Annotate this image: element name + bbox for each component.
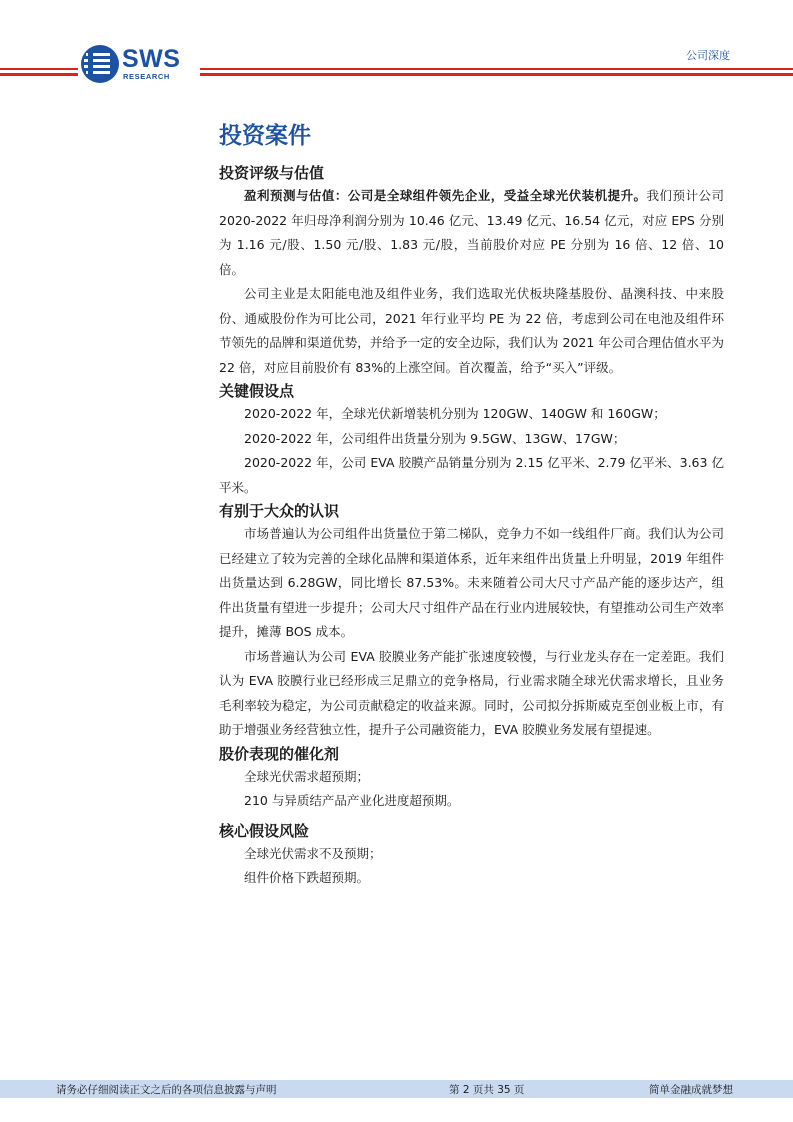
section-heading-assumptions: 关键假设点	[219, 382, 295, 400]
rating-paragraph-1	[219, 184, 724, 282]
rating-body-text: 我们预计公司 2020-2022 年归母净利润分别为 10.46 亿元、13.49 亿元、16.54 亿元，对应 EPS 分别为 1.16 元/股、1.50 元/股、1.83 元/股，当前股价对应 PE 分别为 16 倍、12 倍、10 倍。	[219, 188, 724, 277]
footer-slogan: 简单金融成就梦想	[649, 1084, 733, 1096]
rating-lead-text: 盈利预测与估值：公司是全球组件领先企业，受益全球光伏装机提升。	[244, 188, 647, 203]
assumption-item: 2020-2022 年，公司组件出货量分别为 9.5GW、13GW、17GW；	[244, 430, 626, 446]
page-indicator: 第 2 页共 35 页	[449, 1084, 525, 1096]
differentiation-paragraph-1: 市场普遍认为公司组件出货量位于第二梯队，竞争力不如一线组件厂商。我们认为公司已经建立了较为完善的全球化品牌和渠道体系，近年来组件出货量上升明显，2019 年组件出货量达到 6.28GW，同比增长 87.53%。未来随着公司大尺寸产品产能的逐步达产，组件出货量有望进一步提升；公司大尺寸组件产品在行业内进展较快，有望推动公司生产效率提升，摊薄 BOS 成本。	[219, 526, 724, 639]
main-content	[219, 120, 724, 891]
logo-subtext: RESEARCH	[123, 72, 170, 81]
page-title: 投资案件	[219, 123, 311, 149]
header-rule-right-bold	[200, 73, 793, 76]
logo-wordmark: SWS	[122, 45, 181, 73]
rating-paragraph-2: 公司主业是太阳能电池及组件业务，我们选取光伏板块隆基股份、晶澳科技、中来股份、通威股份作为可比公司，2021 年行业平均 PE 为 22 倍，考虑到公司在电池及组件环节领先的品牌和渠道优势，并给予一定的安全边际，我们认为 2021 年公司合理估值水平为 22 倍，对应目前股价有 83%的上涨空间。首次覆盖，给予“买入”评级。	[219, 286, 724, 375]
section-heading-risks: 核心假设风险	[219, 821, 310, 840]
section-heading-rating: 投资评级与估值	[219, 164, 325, 182]
differentiation-paragraph-2: 市场普遍认为公司 EVA 胶膜业务产能扩张速度较慢，与行业龙头存在一定差距。我们认为 EVA 胶膜行业已经形成三足鼎立的竞争格局，行业需求随全球光伏需求增长，且业务毛利率较为稳定，为公司贡献稳定的收益来源。同时，公司拟分拆斯威克至创业板上市，有助于增强业务经营独立性，提升子公司融资能力，EVA 胶膜业务发展有望提速。	[219, 648, 724, 737]
header-rule-right	[200, 68, 793, 70]
assumption-item: 2020-2022 年，公司 EVA 胶膜产品销量分别为 2.15 亿平米、2.79 亿平米、3.63 亿平米。	[219, 455, 724, 495]
risk-item: 全球光伏需求不及预期；	[244, 845, 382, 861]
section-heading-differentiation: 有别于大众的认识	[219, 502, 340, 520]
header-rule-left	[0, 68, 78, 70]
catalyst-item: 全球光伏需求超预期；	[244, 768, 370, 784]
assumption-item: 2020-2022 年，全球光伏新增装机分别为 120GW、140GW 和 160GW；	[244, 406, 666, 421]
catalyst-item: 210 与异质结产品产业化进度超预期。	[244, 793, 460, 808]
footer-disclaimer: 请务必仔细阅读正文之后的各项信息披露与声明	[56, 1084, 277, 1096]
section-heading-catalysts: 股价表现的催化剂	[219, 744, 340, 763]
risk-item: 组件价格下跌超预期。	[244, 870, 370, 885]
report-type-label: 公司深度	[686, 49, 730, 62]
header-rule-left-bold	[0, 73, 78, 76]
